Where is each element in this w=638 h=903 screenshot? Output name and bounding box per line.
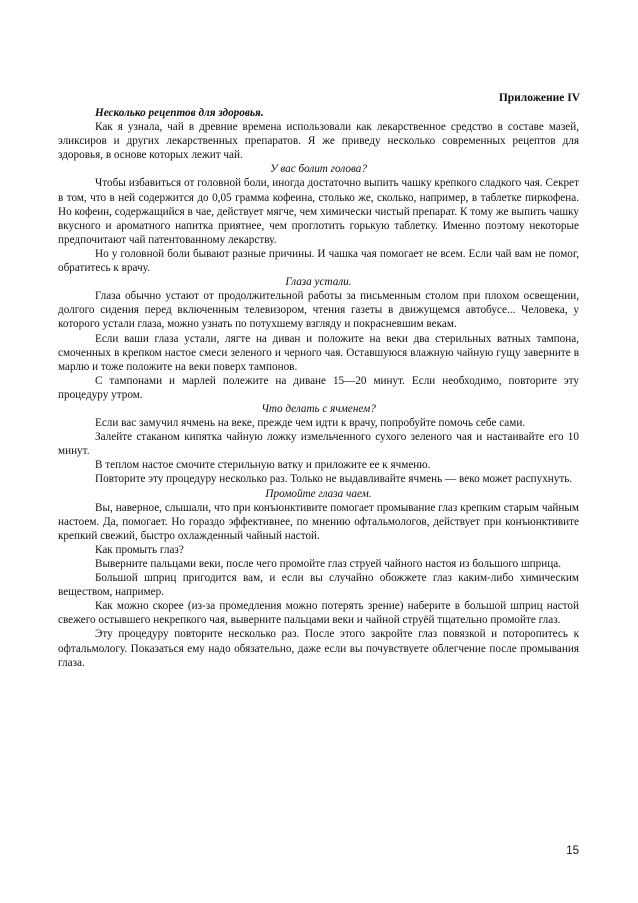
subheading-rinse-eyes: Промойте глаза чаем. — [265, 487, 372, 500]
document-body — [58, 106, 579, 670]
subheading-stye: Что делать с ячменем? — [261, 402, 376, 415]
paragraph: Большой шприц пригодится вам, и если вы случайно обожжете глаз каким-либо химическим веществом, например. — [58, 572, 579, 599]
paragraph: Залейте стаканом кипятка чайную ложку измельченного сухого зеленого чая и настаивайте его 10 минут. — [58, 431, 579, 458]
paragraph: Как я узнала, чай в древние времена использовали как лекарственное средство в составе мазей, эликсиров и других лекарственных препаратов. Я же приведу несколько современных рецептов для здоровья, в основе которых лежит чай. — [58, 121, 579, 162]
paragraph: Выверните пальцами веки, после чего промойте глаз струей чайного настоя из большого шприца. — [95, 558, 561, 570]
paragraph: Как промыть глаз? — [95, 543, 184, 556]
document-title: Несколько рецептов для здоровья. — [95, 107, 264, 119]
subheading-tired-eyes: Глаза устали. — [285, 276, 352, 289]
page-number: 15 — [566, 845, 579, 857]
paragraph: Но у головной боли бывают разные причины. И чашка чая помогает не всем. Если чай вам не помог, обратитесь к врачу. — [58, 247, 579, 275]
paragraph: Повторите эту процедуру несколько раз. Только не выдавливайте ячмень — веко может распухнуть. — [95, 473, 573, 486]
paragraph: В теплом настое смочите стерильную ватку и приложите ее к ячменю. — [95, 459, 431, 472]
paragraph: С тампонами и марлей полежите на диване 15—20 минут. Если необходимо, повторите эту процедуру утром. — [58, 374, 579, 401]
paragraph: Если ваши глаза устали, лягте на диван и положите на веки два стерильных ватных тампона, смоченных в крепком настое смеси зеленого и черного чая. Оставшуюся влажную чайную гущу заверните в марлю и тоже положите на веки поверх тампонов. — [58, 332, 579, 373]
paragraph: Если вас замучил ячмень на веке, прежде чем идти к врачу, попробуйте помочь себе сами. — [95, 417, 526, 430]
paragraph: Вы, наверное, слышали, что при конъюнктивите помогает промывание глаз крепким старым чайным настоем. Да, помогает. Но гораздо эффективнее, по мнению офтальмологов, действует при конъюнктивите крепкий свежий, быстро охлажденный чайный настой. — [58, 501, 579, 542]
paragraph: Эту процедуру повторите несколько раз. После этого закройте глаз повязкой и поторопитесь к офтальмологу. Показаться ему надо обязательно, даже если вы почувствуете облегчение после промывания глаза. — [58, 628, 579, 669]
appendix-label: Приложение IV — [498, 92, 580, 104]
subheading-headache: У вас болит голова? — [270, 163, 367, 176]
paragraph: Глаза обычно устают от продолжительной работы за письменным столом при плохом освещении, долгого сидения перед включенным телевизором, чтения газеты в движущемся автобусе... Человека, у которого устали глаза, можно узнать по потухшему взгляду и покрасневшим векам. — [58, 290, 579, 331]
paragraph: Чтобы избавиться от головной боли, иногда достаточно выпить чашку крепкого сладкого чая. Секрет в том, что в ней содержится до 0,05 грамма кофеина, столько же, сколько, например, в таблетке пиркофена. Но кофеин, содержащийся в чае, действует мягче, чем химически чистый препарат. К тому же выпить чашку вкусного и ароматного напитка приятнее, чем проглотить горькую таблетку. Именно поэтому некоторые предпочитают чай патентованному лекарству. — [58, 177, 579, 246]
paragraph: Как можно скорее (из-за промедления можно потерять зрение) наберите в большой шприц настой свежего остывшего некрепкого чая, выверните пальцами веки и чайной струёй тщательно промойте глаз. — [58, 600, 579, 627]
